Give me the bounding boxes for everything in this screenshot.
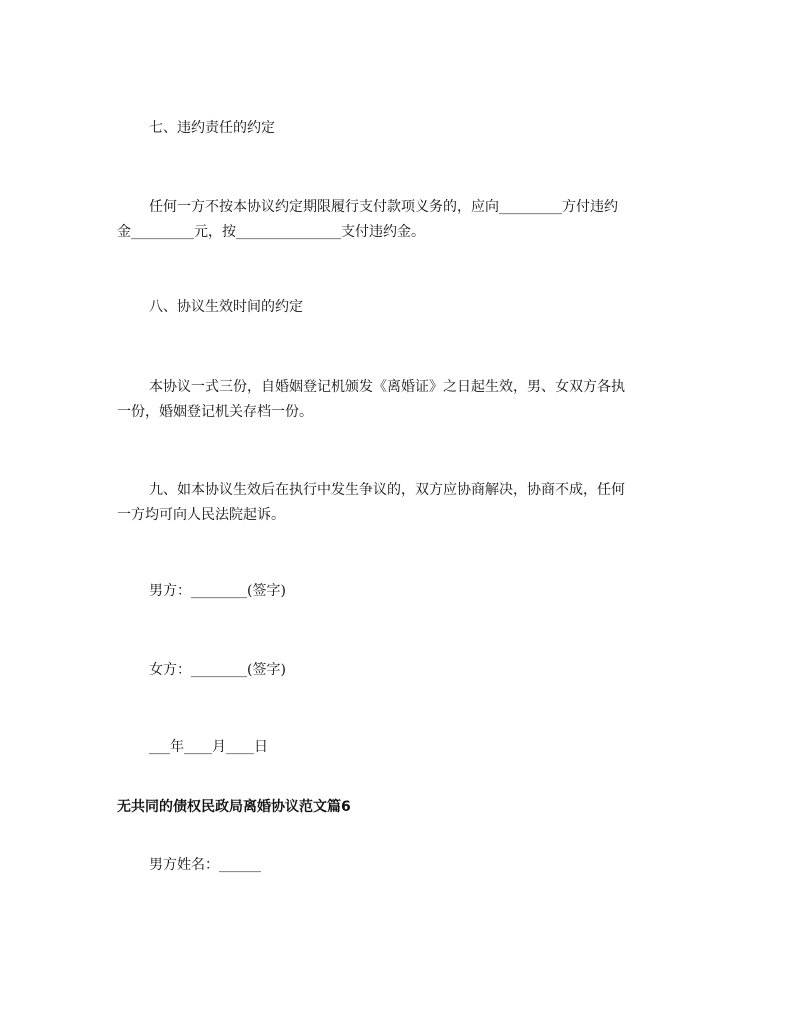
section-8-paragraph-line-2: 一份，婚姻登记机关存档一份。	[117, 404, 313, 420]
section-8-heading: 八、协议生效时间的约定	[149, 299, 303, 315]
section-7-heading: 七、违约责任的约定	[149, 120, 275, 136]
section-7-paragraph-line-2: 金_________元，按_______________支付违约金。	[117, 224, 425, 240]
next-article-title: 无共同的债权民政局离婚协议范文篇6	[117, 799, 351, 815]
section-9-line-2: 一方均可向人民法院起诉。	[117, 507, 285, 523]
section-7-paragraph-line-1: 任何一方不按本协议约定期限履行支付款项义务的，应向_________方付违约	[149, 199, 618, 215]
date-line: ___年____月____日	[149, 739, 268, 755]
female-signature-line: 女方：________(签字)	[149, 662, 286, 678]
section-8-paragraph-line-1: 本协议一式三份，自婚姻登记机颁发《离婚证》之日起生效，男、女双方各执	[149, 379, 625, 395]
male-name-line: 男方姓名：______	[149, 857, 261, 873]
male-signature-line: 男方：________(签字)	[149, 583, 286, 599]
section-9-line-1: 九、如本协议生效后在执行中发生争议的，双方应协商解决，协商不成，任何	[149, 482, 625, 498]
